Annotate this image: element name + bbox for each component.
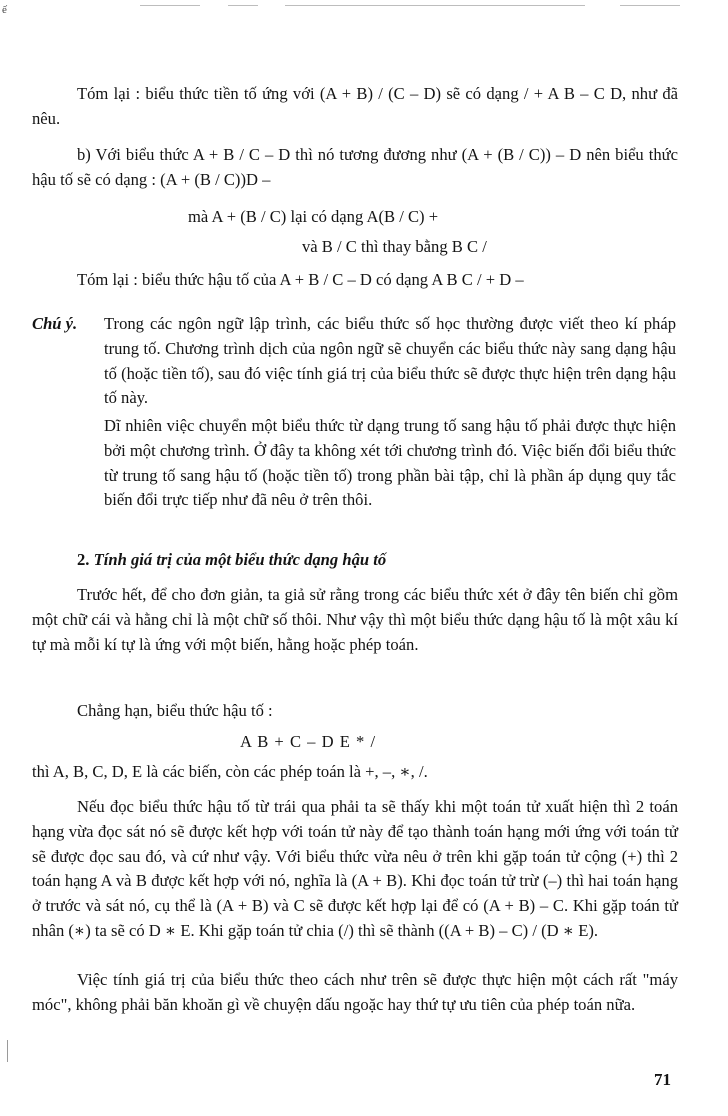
page-number: 71	[654, 1070, 671, 1089]
postfix-expression: A B + C – D E * /	[240, 732, 377, 751]
section-number: 2.	[77, 550, 90, 569]
section-heading	[77, 548, 386, 573]
postfix-step-line: và B / C thì thay bằng B C /	[302, 237, 487, 256]
body-paragraph: Việc tính giá trị của biểu thức theo cách như trên sẽ được thực hiện một cách rất "máy móc", không phải băn khoăn gì về chuyện dấu ngoặc hay thứ tự ưu tiên của phép toán nữa.	[32, 970, 678, 1014]
variables-line: thì A, B, C, D, E là các biến, còn các phép toán là +, –, ∗, /.	[32, 762, 428, 781]
summary-postfix-line: Tóm lại : biểu thức hậu tố của A + B / C – D có dạng A B C / + D –	[77, 270, 524, 289]
postfix-example-paragraph: b) Với biểu thức A + B / C – D thì nó tương đương như (A + (B / C)) – D nên biểu thức hậu tố sẽ có dạng : (A + (B / C))D –	[32, 145, 678, 189]
section-title: Tính giá trị của một biểu thức dạng hậu tố	[93, 550, 387, 569]
note-paragraph: Trong các ngôn ngữ lập trình, các biểu thức số học thường được viết theo kí pháp trung tố. Chương trình dịch của ngôn ngữ sẽ chuyển các biểu thức này sang dạng hậu tố (hoặc tiền tố), sau đó việc tính giá trị của biểu thức sẽ được thực hiện trên dạng hậu tố này.	[104, 314, 676, 408]
body-paragraph: Nếu đọc biểu thức hậu tố từ trái qua phải ta sẽ thấy khi một toán tử xuất hiện thì 2 toán hạng vừa đọc sát nó sẽ được kết hợp với toán tử này để tạo thành toán hạng mới ứng với toán tử sẽ được đọc sau đó, và cứ như vậy. Với biểu thức vừa nêu ở trên khi gặp toán tử cộng (+) thì 2 toán hạng A và B được kết hợp với nó, nghĩa là (A + B). Khi đọc toán tử trừ (–) thì hai toán hạng ở trước và sát nó, cụ thể là (A + B) và C sẽ được kết hợp lại để có (A + B) – C. Khi gặp toán tử nhân (∗) ta sẽ có D ∗ E. Khi gặp toán tử chia (/) thì sẽ thành ((A + B) – C) / (D ∗ E).	[32, 797, 678, 940]
top-rule	[620, 5, 680, 6]
note-paragraph: Dĩ nhiên việc chuyển một biểu thức từ dạng trung tố sang hậu tố phải được thực hiện bởi một chương trình. Ở đây ta không xét tới chương trình đó. Việc biến đổi biểu thức từ trung tố sang hậu tố (hoặc tiền tố) trong phần bài tập, chỉ là phần áp dụng quy tắc biến đổi trực tiếp như đã nêu ở trên thôi.	[104, 416, 676, 510]
top-rule	[140, 5, 200, 6]
note-label: Chú ý.	[32, 314, 78, 333]
corner-mark: ế	[2, 4, 7, 16]
top-rule	[228, 5, 258, 6]
top-rule	[285, 5, 585, 6]
body-paragraph: Trước hết, để cho đơn giản, ta giả sử rằng trong các biểu thức xét ở đây tên biến chỉ gồm một chữ cái và hằng chỉ là một chữ số thôi. Như vậy thì một biểu thức dạng hậu tố là một xâu kí tự mà mỗi kí tự là ứng với một biến, hằng hoặc phép toán.	[32, 585, 678, 654]
example-intro-line: Chẳng hạn, biểu thức hậu tố :	[77, 701, 273, 720]
postfix-step-line: mà A + (B / C) lại có dạng A(B / C) +	[188, 207, 439, 226]
summary-prefix-paragraph: Tóm lại : biểu thức tiền tố ứng với (A + B) / (C – D) sẽ có dạng / + A B – C D, như đã nêu.	[32, 84, 678, 128]
margin-rule	[7, 1040, 8, 1062]
